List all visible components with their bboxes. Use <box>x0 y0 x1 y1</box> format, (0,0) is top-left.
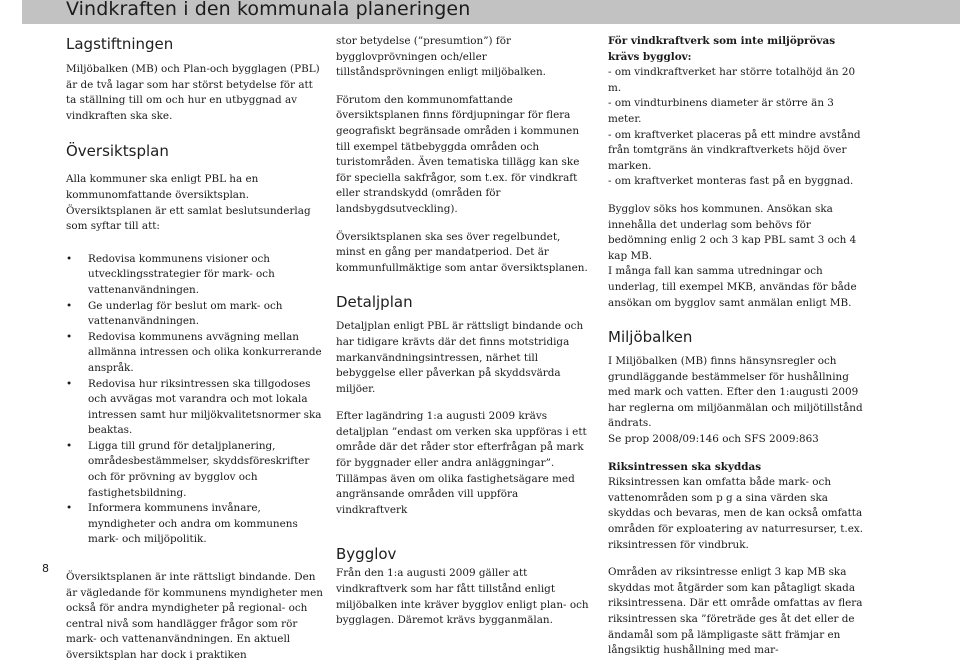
list-item: - om vindkraftverket har större totalhöjd än 20 m. <box>608 66 856 94</box>
column-3 <box>608 34 864 659</box>
paragraph-utredningar: I många fall kan samma utredningar och underlag, till exempel MKB, användas för både ansökan om bygglov samt anmälan enligt MB. <box>608 265 857 309</box>
list-item: - om kraftverket monteras fast på en byggnad. <box>608 175 854 188</box>
heading-bygglov-krav: För vindkraftverk som inte miljöprövas krävs bygglov: <box>608 35 836 63</box>
heading-lagstiftningen: Lagstiftningen <box>66 35 174 53</box>
heading-oversiktsplan: Översiktsplan <box>66 142 169 161</box>
list-item: - om kraftverket placeras på ett mindre avstånd från tomtgräns än vindkraftverkets höjd över marken. <box>608 128 861 172</box>
heading-detaljplan: Detaljplan <box>336 293 413 312</box>
paragraph-prop-reference: Se prop 2008/09:146 och SFS 2009:863 <box>608 433 819 446</box>
bygglov-requirements-list <box>608 65 864 190</box>
list-item: • Redovisa kommunens avvägning mellan allmänna intressen och olika konkurrerande anspråk. <box>66 330 324 377</box>
paragraph-omraden-riksintresse: Områden av riksintresse enligt 3 kap MB ska skyddas mot åtgärder som kan påtagligt skada riksintressena. Där ett område omfattas av flera riksintressen ska ”företräde ges åt det eller de ändamål som på lämpligaste sätt främjar en långsiktig hushållning med mar- <box>608 566 863 657</box>
paragraph-detaljplan: Detaljplan enligt PBL är rättsligt bindande och har tidigare krävts där det finns motstridiga markanvändningsintressen, närhet till bebyggelse eller påverkan på skyddsvärda miljöer. <box>336 320 584 395</box>
heading-miljobalken: Miljöbalken <box>608 328 693 347</box>
paragraph-miljobalken: I Miljöbalken (MB) finns hänsynsregler och grundläggande bestämmelser för hushållning med mark och vatten. Efter den 1:augusti 2009 har reglerna om miljöanmälan och miljötillstånd ändrats. <box>608 355 863 430</box>
list-item: • Informera kommunens invånare, myndigheter och andra om kommunens mark- och miljöpolitik. <box>66 501 324 548</box>
purpose-list <box>66 252 324 548</box>
paragraph-bygglov: Från den 1:a augusti 2009 gäller att vindkraftverk som har fått tillstånd enligt miljöbalken inte kräver bygglov enligt plan- och bygglagen. Däremot krävs bygganmälan. <box>336 567 589 627</box>
paragraph-riksintressen: Riksintressen kan omfatta både mark- och vattenområden som p g a sina värden ska skyddas och bevaras, men de kan också omfatta områden för exploatering av naturresurser, t.ex. riksintressen för vindbruk. <box>608 476 864 551</box>
paragraph-oversiktsplan: Alla kommuner ska enligt PBL ha en kommunomfattande översiktsplan. Översiktsplanen är ett samlat beslutsunderlag som syftar till att: <box>66 173 311 233</box>
heading-riksintressen: Riksintressen ska skyddas <box>608 460 762 473</box>
page-title: Vindkraften i den kommunala planeringen <box>66 0 471 20</box>
page-margin-strip <box>0 0 22 578</box>
heading-bygglov: Bygglov <box>336 545 397 564</box>
column-2 <box>336 34 589 629</box>
paragraph-presumtion: stor betydelse (”presumtion”) för bygglovprövningen och/eller tillståndsprövningen enligt miljöbalken. <box>336 35 546 79</box>
list-item: • Ge underlag för beslut om mark- och vattenanvändningen. <box>66 299 324 330</box>
paragraph-not-binding: Översiktsplanen är inte rättsligt bindande. Den är vägledande för kommunens myndigheter men också för andra myndigheter på regional- och central nivå som handlägger frågor som rör mark- och vattenanvändningen. En aktuell översiktsplan har dock i praktiken <box>66 571 323 661</box>
paragraph-revision: Översiktsplanen ska ses över regelbundet, minst en gång per mandatperiod. Det är kommunfullmäktige som antar översiktsplanen. <box>336 230 588 274</box>
paragraph-fordjupningar: Förutom den kommunomfattande översiktsplanen finns fördjupningar för flera geografiskt begränsade områden i kommunen till exempel tätbebyggda områden och turistområden. Även tematiska tillägg kan ske för speciella sakfrågor, som t.ex. för vindkraft eller strandskydd (områden för landsbygdsutveckling). <box>336 93 580 215</box>
list-item: • Ligga till grund för detaljplanering, områdesbestämmelser, skyddsföreskrifter och för prövning av bygglov och fastighetsbildning. <box>66 439 324 501</box>
paragraph-lagstiftningen: Miljöbalken (MB) och Plan-och bygglagen (PBL) är de två lagar som har störst betydelse för att ta ställning till om och hur en utbyggnad av vindkraften ska ske. <box>66 63 320 122</box>
list-item: • Redovisa kommunens visioner och utvecklingsstrategier för mark- och vattenanvändningen. <box>66 252 324 299</box>
paragraph-lagandring: Efter lagändring 1:a augusti 2009 krävs detaljplan ”endast om verken ska uppföras i ett område där det råder stor efterfrågan på mark för byggnader eller andra anläggningar”. Tillämpas även om olika fastighetsägare med angränsande områden vill uppföra vindkraftverk <box>336 410 587 516</box>
paragraph-bygglov-soks: Bygglov söks hos kommunen. Ansökan ska innehålla det underlag som behövs för bedömning enlig 2 och 3 kap PBL samt 3 och 4 kap MB. <box>608 202 857 262</box>
list-item: - om vindturbinens diameter är större än 3 meter. <box>608 97 834 125</box>
list-item: • Redovisa hur riksintressen ska tillgodoses och avvägas mot varandra och mot lokala intressen samt hur miljökvalitetsnormer ska beaktas. <box>66 377 324 439</box>
column-1 <box>66 34 324 664</box>
page-number: 8 <box>42 562 49 575</box>
